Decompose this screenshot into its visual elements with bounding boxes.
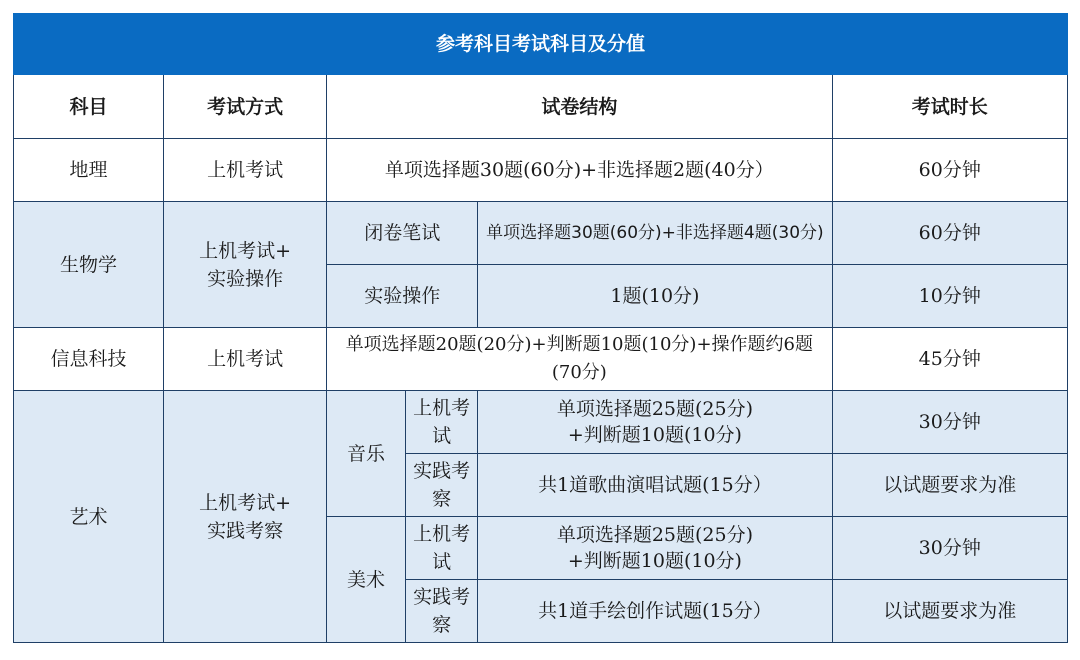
exam-subjects-table bbox=[13, 13, 1068, 643]
biology-written-structure: 单项选择题30题(60分)+非选择题4题(30分) bbox=[478, 202, 832, 265]
biology-lab-duration: 10分钟 bbox=[832, 265, 1068, 328]
art-method-line2: 实践考察 bbox=[207, 519, 284, 542]
art-method bbox=[164, 391, 327, 643]
geography-method: 上机考试 bbox=[164, 139, 327, 202]
fineart-online-mode: 上机考试 bbox=[405, 517, 477, 580]
geography-subject: 地理 bbox=[14, 139, 164, 202]
fineart-practice-duration: 以试题要求为准 bbox=[832, 580, 1068, 643]
it-duration: 45分钟 bbox=[832, 328, 1068, 391]
table-row-it bbox=[14, 328, 1068, 391]
exam-table-container bbox=[13, 13, 1068, 643]
table-title: 参考科目考试科目及分值 bbox=[14, 14, 1068, 75]
biology-part-written: 闭卷笔试 bbox=[327, 202, 478, 265]
biology-subject: 生物学 bbox=[14, 202, 164, 328]
it-subject: 信息科技 bbox=[14, 328, 164, 391]
header-method: 考试方式 bbox=[164, 75, 327, 139]
music-practice-structure: 共1道歌曲演唱试题(15分） bbox=[478, 454, 832, 517]
music-practice-mode: 实践考察 bbox=[405, 454, 477, 517]
biology-lab-structure: 1题(10分) bbox=[478, 265, 832, 328]
biology-method-line2: 实验操作 bbox=[207, 267, 284, 290]
biology-part-lab: 实验操作 bbox=[327, 265, 478, 328]
fineart-label: 美术 bbox=[327, 517, 406, 643]
music-online-duration: 30分钟 bbox=[832, 391, 1068, 454]
header-duration: 考试时长 bbox=[832, 75, 1068, 139]
table-row-geography bbox=[14, 139, 1068, 202]
music-online-structure bbox=[478, 391, 832, 454]
art-subject: 艺术 bbox=[14, 391, 164, 643]
header-row bbox=[14, 75, 1068, 139]
fineart-practice-mode: 实践考察 bbox=[405, 580, 477, 643]
music-practice-duration: 以试题要求为准 bbox=[832, 454, 1068, 517]
table-row-music-online bbox=[14, 391, 1068, 454]
fineart-online-structure bbox=[478, 517, 832, 580]
header-structure: 试卷结构 bbox=[327, 75, 832, 139]
music-online-mode: 上机考试 bbox=[405, 391, 477, 454]
geography-structure: 单项选择题30题(60分)+非选择题2题(40分） bbox=[327, 139, 832, 202]
fineart-online-duration: 30分钟 bbox=[832, 517, 1068, 580]
music-label: 音乐 bbox=[327, 391, 406, 517]
it-method: 上机考试 bbox=[164, 328, 327, 391]
music-online-structure-line1: 单项选择题25题(25分) bbox=[556, 398, 753, 420]
music-online-structure-line2: +判断题10题(10分) bbox=[567, 424, 742, 446]
it-structure: 单项选择题20题(20分)+判断题10题(10分)+操作题约6题(70分) bbox=[327, 328, 832, 391]
header-subject: 科目 bbox=[14, 75, 164, 139]
fineart-online-structure-line1: 单项选择题25题(25分) bbox=[556, 524, 753, 546]
biology-method-line1: 上机考试+ bbox=[199, 239, 292, 262]
fineart-online-structure-line2: +判断题10题(10分) bbox=[567, 550, 742, 572]
table-row-biology-written bbox=[14, 202, 1068, 265]
fineart-practice-structure: 共1道手绘创作试题(15分） bbox=[478, 580, 832, 643]
biology-written-duration: 60分钟 bbox=[832, 202, 1068, 265]
geography-duration: 60分钟 bbox=[832, 139, 1068, 202]
biology-method bbox=[164, 202, 327, 328]
art-method-line1: 上机考试+ bbox=[199, 491, 292, 514]
